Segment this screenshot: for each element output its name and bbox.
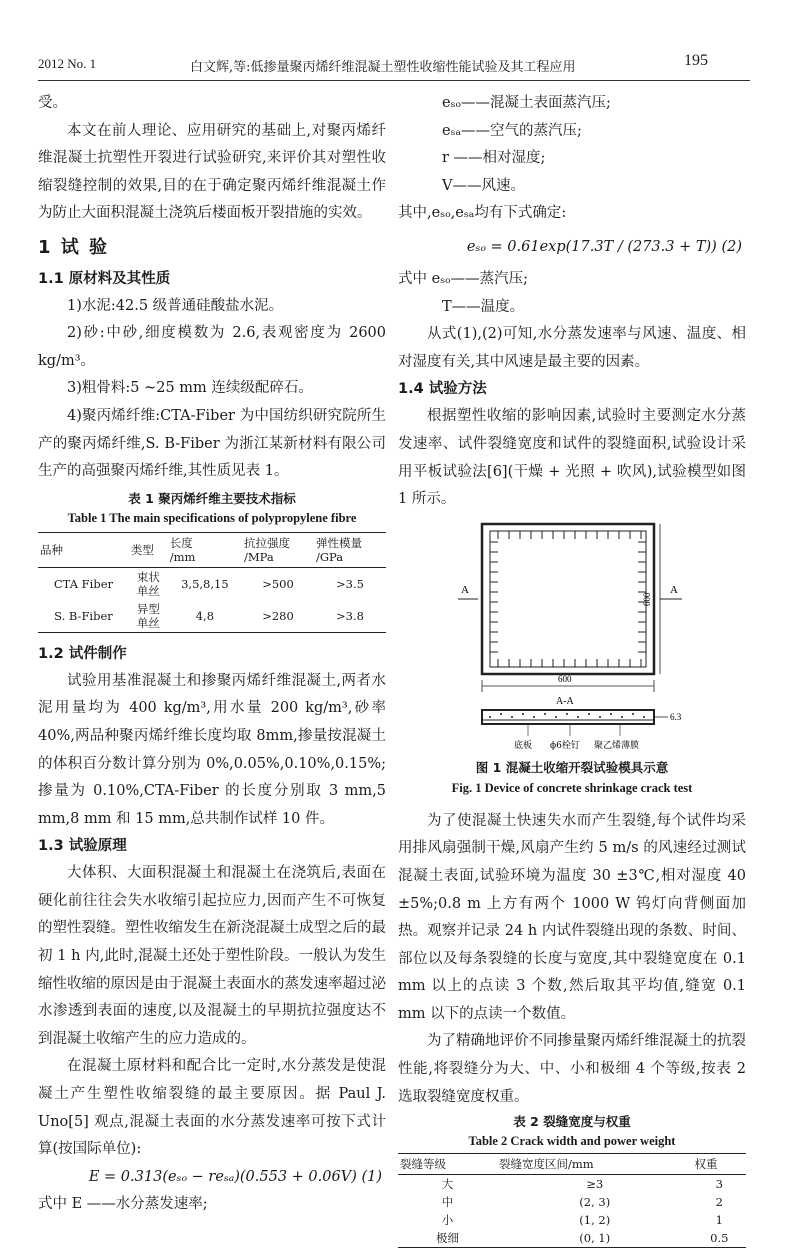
definition-r: r ——相对湿度; xyxy=(442,150,546,167)
aggregate-dot xyxy=(544,713,546,715)
section-label-right: A xyxy=(670,583,678,596)
table-cell: 极细 xyxy=(398,1229,497,1248)
table-1-caption-en: Table 1 The main specifications of polypropylene fibre xyxy=(67,510,357,525)
material-sand: 2)砂:中砂,细度模数为 2.6,表观密度为 2600 kg/m³。 xyxy=(38,325,386,369)
equation-2: eₛₒ = 0.61exp(17.3T / (273.3 + T)) (2) xyxy=(466,238,742,255)
paragraph: 受。 xyxy=(38,95,67,111)
aggregate-dot xyxy=(577,716,579,718)
aggregate-dot xyxy=(599,716,601,718)
aggregate-dot xyxy=(610,713,612,715)
dim-label-right: 600 xyxy=(642,592,652,606)
stud-row xyxy=(490,531,646,667)
subsection-heading-1-1: 1.1 原材料及其性质 xyxy=(38,270,171,287)
table-cell: 异型 单丝 xyxy=(129,600,168,633)
dim-label-bottom: 600 xyxy=(558,673,572,684)
aggregate-dots xyxy=(489,713,645,718)
table-cell: 4,8 xyxy=(168,600,242,633)
table-cell: 2 xyxy=(715,1195,723,1210)
table-header: 类型 xyxy=(129,532,168,567)
table-row xyxy=(38,567,386,600)
paragraph-principle-b: 在混凝土原材料和配合比一定时,水分蒸发是使混凝土产生塑性收缩裂缝的最主要原因。据 Paul J. Uno[5] 观点,混凝土表面的水分蒸发速率可按下式计算(按国际单位): xyxy=(38,1058,386,1158)
table-header: 裂缝宽度区间/mm xyxy=(497,1154,692,1175)
definition-eso-2: 式中 eₛₒ——蒸汽压; xyxy=(398,270,529,287)
aggregate-dot xyxy=(588,713,590,715)
material-aggregate: 3)粗骨料:5 ~25 mm 连续级配碎石。 xyxy=(67,380,313,397)
equation-1: E = 0.313(eₛₒ − reₛₐ)(0.553 + 0.06V) (1) xyxy=(88,1168,382,1185)
table-cell: >3.5 xyxy=(336,576,364,591)
part-label: 底板 xyxy=(514,740,533,751)
table-cell: 中 xyxy=(441,1195,454,1210)
table-header: 品种 xyxy=(38,532,129,567)
journal-issue: 2012 No. 1 xyxy=(38,56,97,71)
mold-inner xyxy=(490,531,646,667)
table-2 xyxy=(398,1153,746,1248)
definition-t: T——温度。 xyxy=(442,298,525,315)
table-cell: >3.8 xyxy=(314,600,386,633)
subsection-heading-1-3: 1.3 试验原理 xyxy=(38,838,127,855)
definition-eso: eₛₒ——混凝土表面蒸汽压; xyxy=(442,95,611,111)
figure-1-caption-en: Fig. 1 Device of concrete shrinkage crack test xyxy=(451,780,693,795)
section-title: A-A xyxy=(556,695,574,707)
paragraph-specimen: 试验用基准混凝土和掺聚丙烯纤维混凝土,两者水泥用量均为 400 kg/m³,用水量 200 kg/m³,砂率40%,两品种聚丙烯纤维长度均取 8mm,掺量按混凝土的体积百分数计算分别为 0%,0.05%,0.10%,0.15%;掺量为 0.10%,CTA-Fiber 的长度分别取 3 mm,5 mm,8 mm 和 15 mm,总共制作试样 10 件。 xyxy=(38,672,386,827)
table-cell: (0, 1) xyxy=(497,1229,692,1248)
table-row xyxy=(398,1175,746,1194)
paragraph-principle-a: 大体积、大面积混凝土和混凝土在浇筑后,表面在硬化前往往会失水收缩引起拉应力,因而产生不可恢复的塑性裂缝。塑性收缩发生在新浇混凝土成型之后的最初 1 h 内,此时,混凝土还处于塑性阶段。一般认为发生缩性收缩的原因是由于混凝土表面水的蒸发速率超过泌水渗透到表面的速度,以及混凝土的早期抗拉强度达不到混凝土收缩产生的应力造成的。 xyxy=(38,865,386,1047)
aggregate-dot xyxy=(511,716,513,718)
table-cell: 3 xyxy=(715,1177,723,1192)
table-header: 弹性模量 /GPa xyxy=(314,532,386,567)
mold-outer xyxy=(482,524,654,674)
table-header: 抗拉强度 /MPa xyxy=(242,532,314,567)
table-header: 权重 xyxy=(693,1154,747,1175)
right-column xyxy=(398,90,746,1248)
table-2-caption-en: Table 2 Crack width and power weight xyxy=(468,1134,676,1149)
definition-esa: eₛₐ——空气的蒸汽压; xyxy=(442,122,582,139)
table-header: 裂缝等级 xyxy=(398,1154,497,1175)
paragraph-intro: 本文在前人理论、应用研究的基础上,对聚丙烯纤维混凝土抗塑性开裂进行试验研究,来评价其对塑性收缩裂缝控制的效果,目的在于确定聚丙烯纤维混凝土作为防止大面积混凝土浇筑后楼面板开裂措施的实效。 xyxy=(38,122,386,222)
equation-1-definition: 式中 E ——水分蒸发速率; xyxy=(38,1196,208,1213)
table-cell: 小 xyxy=(441,1213,454,1228)
aggregate-dot xyxy=(643,716,645,718)
aggregate-dot xyxy=(533,716,535,718)
table-cell: ≥3 xyxy=(586,1177,604,1192)
material-fibre: 4)聚丙烯纤维:CTA-Fiber 为中国纺织研究院所生产的聚丙烯纤维,S. B-Fiber 为浙江某新材料有限公司生产的高强聚丙烯纤维,其性质见表 1。 xyxy=(38,407,386,480)
table-2-caption: 表 2 裂缝宽度与权重 xyxy=(513,1114,631,1130)
left-column xyxy=(38,90,386,1219)
table-cell: 大 xyxy=(441,1177,454,1192)
section-label-left: A xyxy=(461,583,469,596)
table-row xyxy=(398,1229,746,1248)
table-1 xyxy=(38,532,386,633)
table-1-caption: 表 1 聚丙烯纤维主要技术指标 xyxy=(128,490,296,506)
section-slab xyxy=(482,710,654,724)
figure-1 xyxy=(398,520,746,758)
paragraph-eq2-intro: 其中,eₛₒ,eₛₐ均有下式确定: xyxy=(398,205,567,222)
part-label: 聚乙烯薄膜 xyxy=(594,740,640,751)
paragraph-method: 根据塑性收缩的影响因素,试验时主要测定水分蒸发速率、试件裂缝宽度和试件的裂缝面积,试验设计采用平板试验法[6](干燥 + 光照 + 吹风),试验模型如图 1 所示。 xyxy=(398,408,746,508)
aggregate-dot xyxy=(632,713,634,715)
aggregate-dot xyxy=(621,716,623,718)
subsection-heading-1-4: 1.4 试验方法 xyxy=(398,381,487,398)
section-heading-1: 1 试 验 xyxy=(38,236,110,258)
table-cell: 束状 单丝 xyxy=(136,569,160,598)
table-header: 长度 /mm xyxy=(168,532,242,567)
paragraph-grading: 为了精确地评价不同掺量聚丙烯纤维混凝土的抗裂性能,将裂缝分为大、中、小和极细 4 个等级,按表 2 选取裂缝宽度权重。 xyxy=(398,1033,746,1105)
table-row xyxy=(398,1211,746,1229)
paragraph-conclusion-eq: 从式(1),(2)可知,水分蒸发速率与风速、温度、相对湿度有关,其中风速是最主要的因素。 xyxy=(398,326,746,370)
subsection-heading-1-2: 1.2 试件制作 xyxy=(38,645,127,662)
page-number: 195 xyxy=(684,52,708,69)
part-label: ϕ6栓钉 xyxy=(550,740,580,751)
running-title: 白文辉,等:低掺量聚丙烯纤维混凝土塑性收缩性能试验及其工程应用 xyxy=(190,60,576,75)
aggregate-dot xyxy=(566,713,568,715)
table-cell: (1, 2) xyxy=(579,1213,611,1228)
figure-1-caption: 图 1 混凝土收缩开裂试验模具示意 xyxy=(475,759,669,775)
plate-thickness: 6.3 xyxy=(670,711,682,722)
header-rule xyxy=(38,80,750,81)
table-row xyxy=(398,1193,746,1211)
table-cell: 1 xyxy=(715,1213,723,1228)
table-cell: 0.5 xyxy=(693,1229,747,1248)
table-cell: S. B-Fiber xyxy=(38,600,129,633)
table-cell: 3,5,8,15 xyxy=(181,576,229,591)
table-row xyxy=(38,600,386,633)
definition-v: V——风速。 xyxy=(442,177,525,194)
table-cell: >280 xyxy=(242,600,314,633)
table-cell: (2, 3) xyxy=(579,1195,611,1210)
aggregate-dot xyxy=(500,713,502,715)
aggregate-dot xyxy=(555,716,557,718)
paragraph-procedure: 为了使混凝土快速失水而产生裂缝,每个试件均采用排风扇强制干燥,风扇产生约 5 m/s 的风速经过测试混凝土表面,试验环境为温度 30 ±3℃,相对湿度 40 ±5%;0.8 m 上方有两个 1000 W 钨灯向背侧面加热。观察并记录 24 h 内试件裂缝出现的条数、时间、部位以及每条裂缝的长度与宽度,其中裂缝宽度在 0.1 mm 以上的点读 3 个数,然后取其平均值,缝宽 0.1 mm 以下的点读一个数值。 xyxy=(398,812,746,1022)
running-header xyxy=(0,52,800,76)
aggregate-dot xyxy=(522,713,524,715)
table-cell: >500 xyxy=(262,576,294,591)
aggregate-dot xyxy=(489,716,491,718)
table-cell: CTA Fiber xyxy=(53,576,113,591)
material-cement: 1)水泥:42.5 级普通硅酸盐水泥。 xyxy=(67,297,284,314)
figure-1-drawing xyxy=(398,520,746,758)
